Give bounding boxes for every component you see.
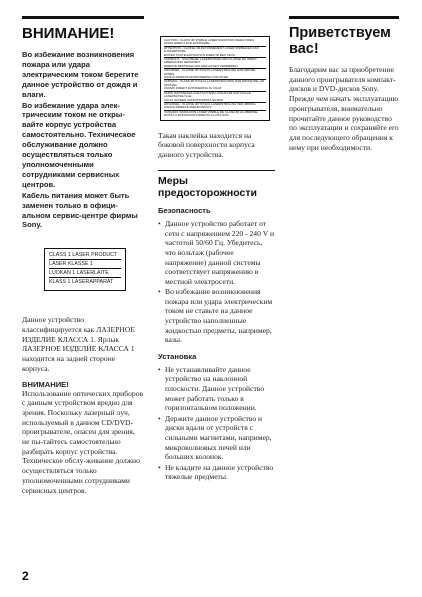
caution-line: AVOID DIRECT EYE EXPOSURE. [164, 42, 266, 46]
caution-caption: Такая наклейка находится на боковой поверхности корпуса данного устройства. [158, 130, 255, 159]
install-heading: Установка [158, 351, 197, 361]
caution-line: VARNING - KLASS 3R SYNLIG LASERSTRÅLNING NÄR DENNA DEL ÄR ÖPPNAD. [164, 79, 265, 87]
left-column [22, 0, 144, 495]
laser-label-line: KLASS 1 LASERAPPARAT [49, 279, 114, 286]
welcome-heading: Приветствуем вас! [289, 25, 391, 57]
page-number: 2 [22, 569, 29, 583]
caution-line: ADVARSEL - KLASSE 3R SYNLIG LASERSTRÅLING NÅR DEKSEL ÅPNES. [164, 68, 256, 76]
caution-line: CUIDADO: RADIACIÓN LÁSER VISIBLE DE CLASE 3R AL ABRIRSE. [164, 109, 259, 114]
install-list [158, 365, 275, 482]
list-item: • Держите данное устройство и диски вдали от устройств с сильными магнитами, например, микроволновых печей или больших колонок. [158, 414, 275, 462]
list-item: • Не устанавливайте данное устройство на наклонной плоскости. Данное устройство может работать только в горизонтальном положении. [158, 365, 275, 413]
caution-line: UNNGÅ DIREKTE EKSPONERING FOR ØYNE. [164, 76, 266, 80]
warning-text-1: Во избежание возникновения пожара или удара электрическим током берегите данное устройство от дождя и влаги. [22, 50, 139, 99]
right-column [289, 0, 399, 152]
caution-line: UNDGÅ DIREKTE ØJENKONTAKT. [164, 106, 266, 110]
warning-heading: ВНИМАНИЕ! [22, 25, 115, 42]
laser-label-line: LASER KLASSE 1 [49, 261, 121, 269]
warning-block [22, 50, 144, 230]
caution-line: ATTENTION - CLASSE 3R RAYONNEMENT LASER VISIBLE EN CAS D'OUVERTURE. [164, 45, 259, 54]
middle-column [158, 0, 275, 483]
caution-line: EVITER TOUTE EXPOSITION DIRECTE DES YEUX. [164, 54, 266, 58]
warning2-text: Использование оптических приборов с данным устройством вредно для зрения. Поскольку лазерный луч, используемый в данном CD/DVD-проигрывателе, опасен для зрения, не пы-тайтесь самостоятельно разбирать корпус устройства. Техническое обслу-живание должно осуществляться только уполномоченными сотрудниками сервисных центров. [22, 388, 144, 495]
laser-class-text: Данное устройство классифицируется как ЛАЗЕРНОЕ ИЗДЕЛИЕ КЛАССА 1. Ярлык ЛАЗЕРНОЕ ИЗДЕЛИЕ КЛАССА 1 находится на задней стороне корпуса. [22, 315, 135, 373]
list-item: • Во избежание возникновения пожара или удара электрическим током не ставьте на данное устройство наполненные жидкостью предметы, например, вазы. [158, 287, 275, 345]
laser-class-label [44, 248, 126, 291]
warning-text-2: Во избежание удара элек-трическим током не откры-вайте корпус устройства самостоятельно. Техническое обслуживание должно осуществляться только уполномоченными сотрудниками сервисных центров. [22, 100, 136, 189]
caution-line: UNDVIK DIREKT EXPONERING AV ÖGAT. [164, 87, 266, 91]
list-item: • Не кладите на данное устройство тяжелые предметы. [158, 463, 275, 482]
precautions-rule [158, 170, 275, 172]
laser-label-line: LUOKAN 1 LASERLAITE [49, 270, 121, 278]
right-top-rule [289, 16, 399, 19]
list-item: • Данное устройство работает от сети с напряжением 220 - 240 V и частотой 50/60 Гц. Убедитесь, что вольтаж (рабочее напряжение) данной системы соответствует напряжению в местной электросети. [158, 219, 275, 286]
warning2-heading: ВНИМАНИЕ! [22, 379, 69, 389]
precautions-heading: Меры предосторожности [158, 175, 257, 200]
safety-list [158, 219, 275, 345]
caution-line: ADVARSEL - KLASSE 3R SYNLIG LASERSTRÅLING VED ÅBNING. [164, 101, 257, 106]
laser-label-line: CLASS 1 LASER PRODUCT [49, 252, 121, 260]
caution-line: DIREKTE BESTRAHLUNG DER AUGEN VERMEIDEN. [164, 65, 266, 69]
left-top-rule [22, 16, 144, 19]
warning-text-3: Кабель питания может быть заменен только в офици-альном сервис-центре фирмы Sony. [22, 190, 138, 230]
caution-line: VARO! AVATTAESSA OLET ALTTIINA LUOKAN 3R NÄKYVÄLLE LASERSÄTEILYLLE. [164, 90, 251, 99]
caution-label [160, 36, 270, 121]
caution-line: VORSICHT - SICHTBARE LASERSTRAHLUNG KLASSE 3R, WENN ABDECKUNG GEÖFFNET. [164, 57, 257, 65]
caution-line: EVITE LA EXPOSICIÓN DIRECTA A LOS OJOS. [164, 113, 230, 118]
welcome-text: Благодарим вас за приобретение данного проигрывателя компакт-дисков и DVD-дисков Sony. Прежде чем начать эксплуатацию проигрывателя, внимательно прочитайте данное руководство по эксплуатации и сохраняйте его для последующего обращения к нему при необходимости. [289, 65, 399, 152]
caution-line: CAUTION - CLASS 3R VISIBLE LASER RADIATION WHEN OPEN. [164, 38, 255, 42]
caution-line: VÄLTÄ SÄTEEN KOHDISTUMISTA SILMIIN. [164, 99, 266, 103]
safety-heading: Безопасность [158, 206, 211, 216]
